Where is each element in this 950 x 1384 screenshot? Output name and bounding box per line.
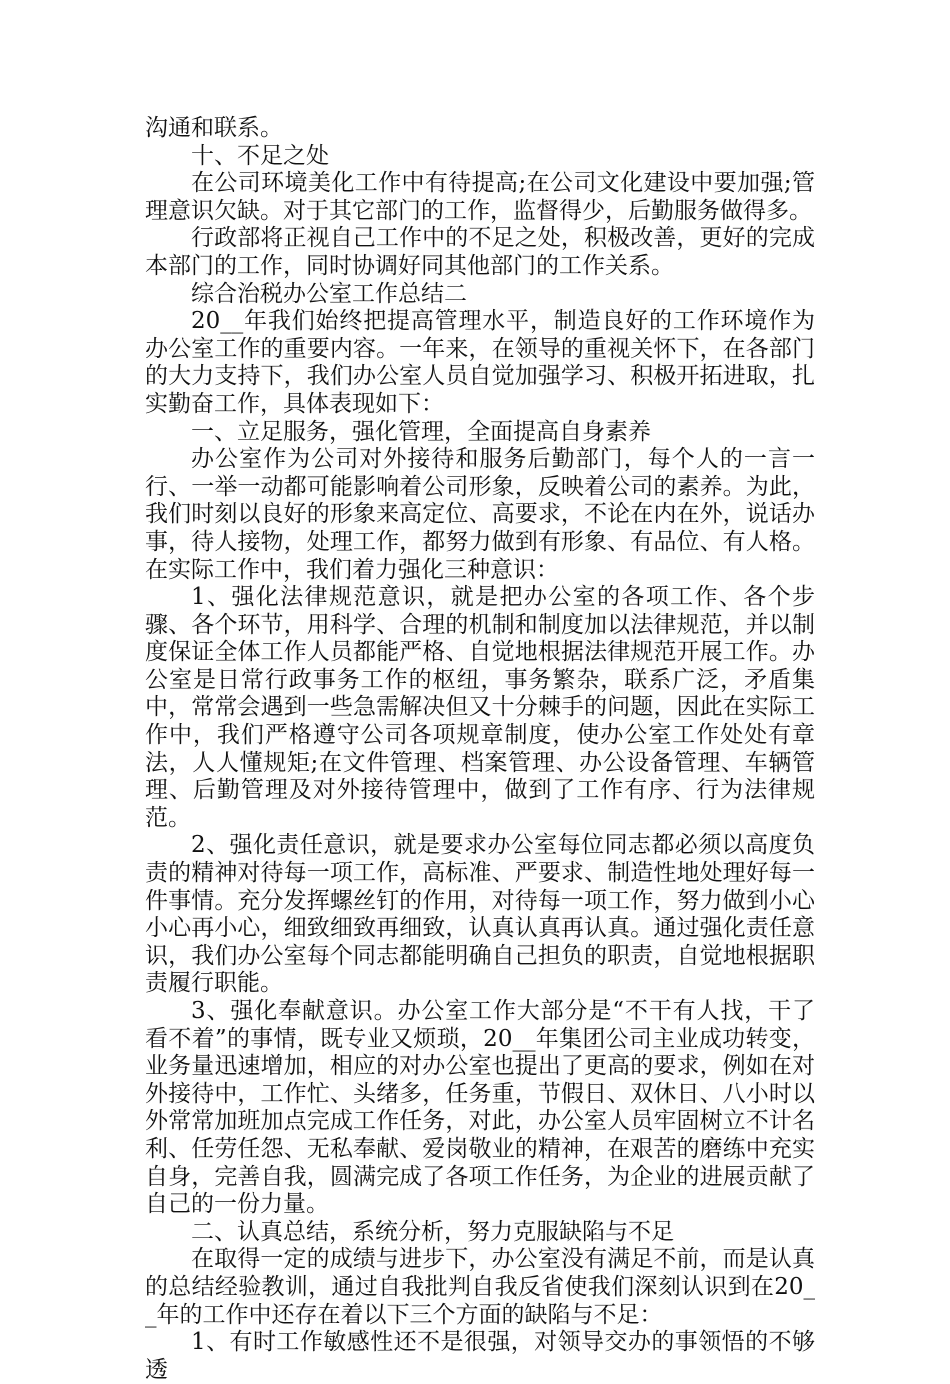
section-heading-service: 一、立足服务，强化管理，全面提高自身素养 bbox=[191, 418, 651, 445]
paragraph-13: 在取得一定的成绩与进步下，办公室没有满足不前，而是认真的总结经验教训，通过自我批判自我反省使我们深刻认识到在20__年的工作中还存在着以下三个方面的缺陷与不足： bbox=[145, 1246, 815, 1328]
paragraph-3: 在公司环境美化工作中有待提高;在公司文化建设中要加强;管理意识欠缺。对于其它部门的工作，监督得少，后勤服务做得多。 bbox=[145, 170, 815, 224]
section-heading-summary: 二、认真总结，系统分析，努力克服缺陷与不足 bbox=[191, 1218, 674, 1245]
section-heading-shortcomings: 十、不足之处 bbox=[191, 142, 329, 169]
paragraph-8: 办公室作为公司对外接待和服务后勤部门，每个人的一言一行、一举一动都可能影响着公司形象，反映着公司的素养。为此，我们时刻以良好的形象来高定位、高要求，不论在内在外，说话办事，待人接物，处理工作，都努力做到有形象、有品位、有人格。在实际工作中，我们着力强化三种意识： bbox=[145, 446, 815, 583]
paragraph-14: 1、有时工作敏感性还不是很强，对领导交办的事领悟的不够透 bbox=[145, 1329, 815, 1383]
paragraph-9: 1、强化法律规范意识，就是把办公室的各项工作、各个步骤、各个环节，用科学、合理的机制和制度加以法律规范，并以制度保证全体工作人员都能严格、自觉地根据法律规范开展工作。办公室是日常行政事务工作的枢纽，事务繁杂，联系广泛，矛盾集中，常常会遇到一些急需解决但又十分棘手的问题，因此在实际工作中，我们严格遵守公司各项规章制度，使办公室工作处处有章法，人人懂规矩;在文件管理、档案管理、办公设备管理、车辆管理、后勤管理及对外接待管理中，做到了工作有序、行为法律规范。 bbox=[145, 584, 815, 831]
paragraph-10: 2、强化责任意识，就是要求办公室每位同志都必须以高度负责的精神对待每一项工作，高标准、严要求、制造性地处理好每一件事情。充分发挥螺丝钉的作用，对待每一项工作，努力做到小心小心再小心，细致细致再细致，认真认真再认真。通过强化责任意识，我们办公室每个同志都能明确自己担负的职责，自觉地根据职责履行职能。 bbox=[145, 832, 815, 997]
paragraph-6: 20__年我们始终把提高管理水平，制造良好的工作环境作为办公室工作的重要内容。一年来，在领导的重视关怀下，在各部门的大力支持下，我们办公室人员自觉加强学习、积极开拓进取，扎实勤奋工作，具体表现如下： bbox=[145, 308, 815, 417]
paragraph-1: 沟通和联系。 bbox=[145, 115, 283, 141]
document-subtitle: 综合治税办公室工作总结二 bbox=[191, 280, 467, 307]
document-body bbox=[145, 115, 815, 1384]
paragraph-4: 行政部将正视自己工作中的不足之处，积极改善，更好的完成本部门的工作，同时协调好同其他部门的工作关系。 bbox=[145, 225, 815, 279]
paragraph-11: 3、强化奉献意识。办公室工作大部分是“不干有人找，干了看不着”的事情，既专业又烦琐，20__年集团公司主业成功转变，业务量迅速增加，相应的对办公室也提出了更高的要求，例如在对外接待中，工作忙、头绪多，任务重，节假日、双休日、八小时以外常常加班加点完成工作任务，对此，办公室人员牢固树立不计名利、任劳任怨、无私奉献、爱岗敬业的精神，在艰苦的磨练中充实自身，完善自我，圆满完成了各项工作任务，为企业的进展贡献了自己的一份力量。 bbox=[145, 998, 815, 1218]
